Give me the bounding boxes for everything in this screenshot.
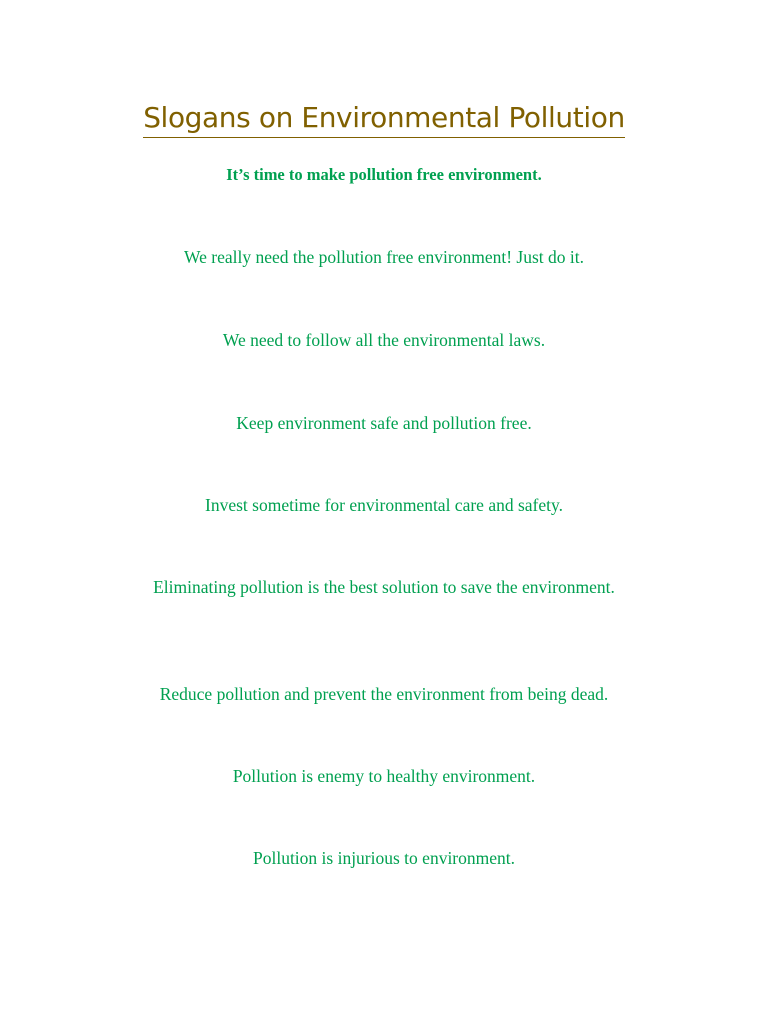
slogan-2: We really need the pollution free environment! Just do it. bbox=[183, 247, 584, 267]
slogan-1: It’s time to make pollution free environment. bbox=[226, 165, 542, 184]
page-title bbox=[0, 98, 768, 138]
page-title-text: Slogans on Environmental Pollution bbox=[143, 100, 625, 138]
slogan-5: Invest sometime for environmental care and safety. bbox=[205, 495, 563, 515]
slogan-4: Keep environment safe and pollution free. bbox=[236, 413, 532, 433]
slogan-6: Eliminating pollution is the best solution to save the environment. bbox=[153, 577, 615, 597]
slogan-9: Pollution is injurious to environment. bbox=[252, 848, 515, 868]
slogan-8: Pollution is enemy to healthy environment. bbox=[232, 766, 536, 786]
slogan-7: Reduce pollution and prevent the environment from being dead. bbox=[159, 684, 609, 704]
slogan-3: We need to follow all the environmental laws. bbox=[222, 330, 546, 350]
